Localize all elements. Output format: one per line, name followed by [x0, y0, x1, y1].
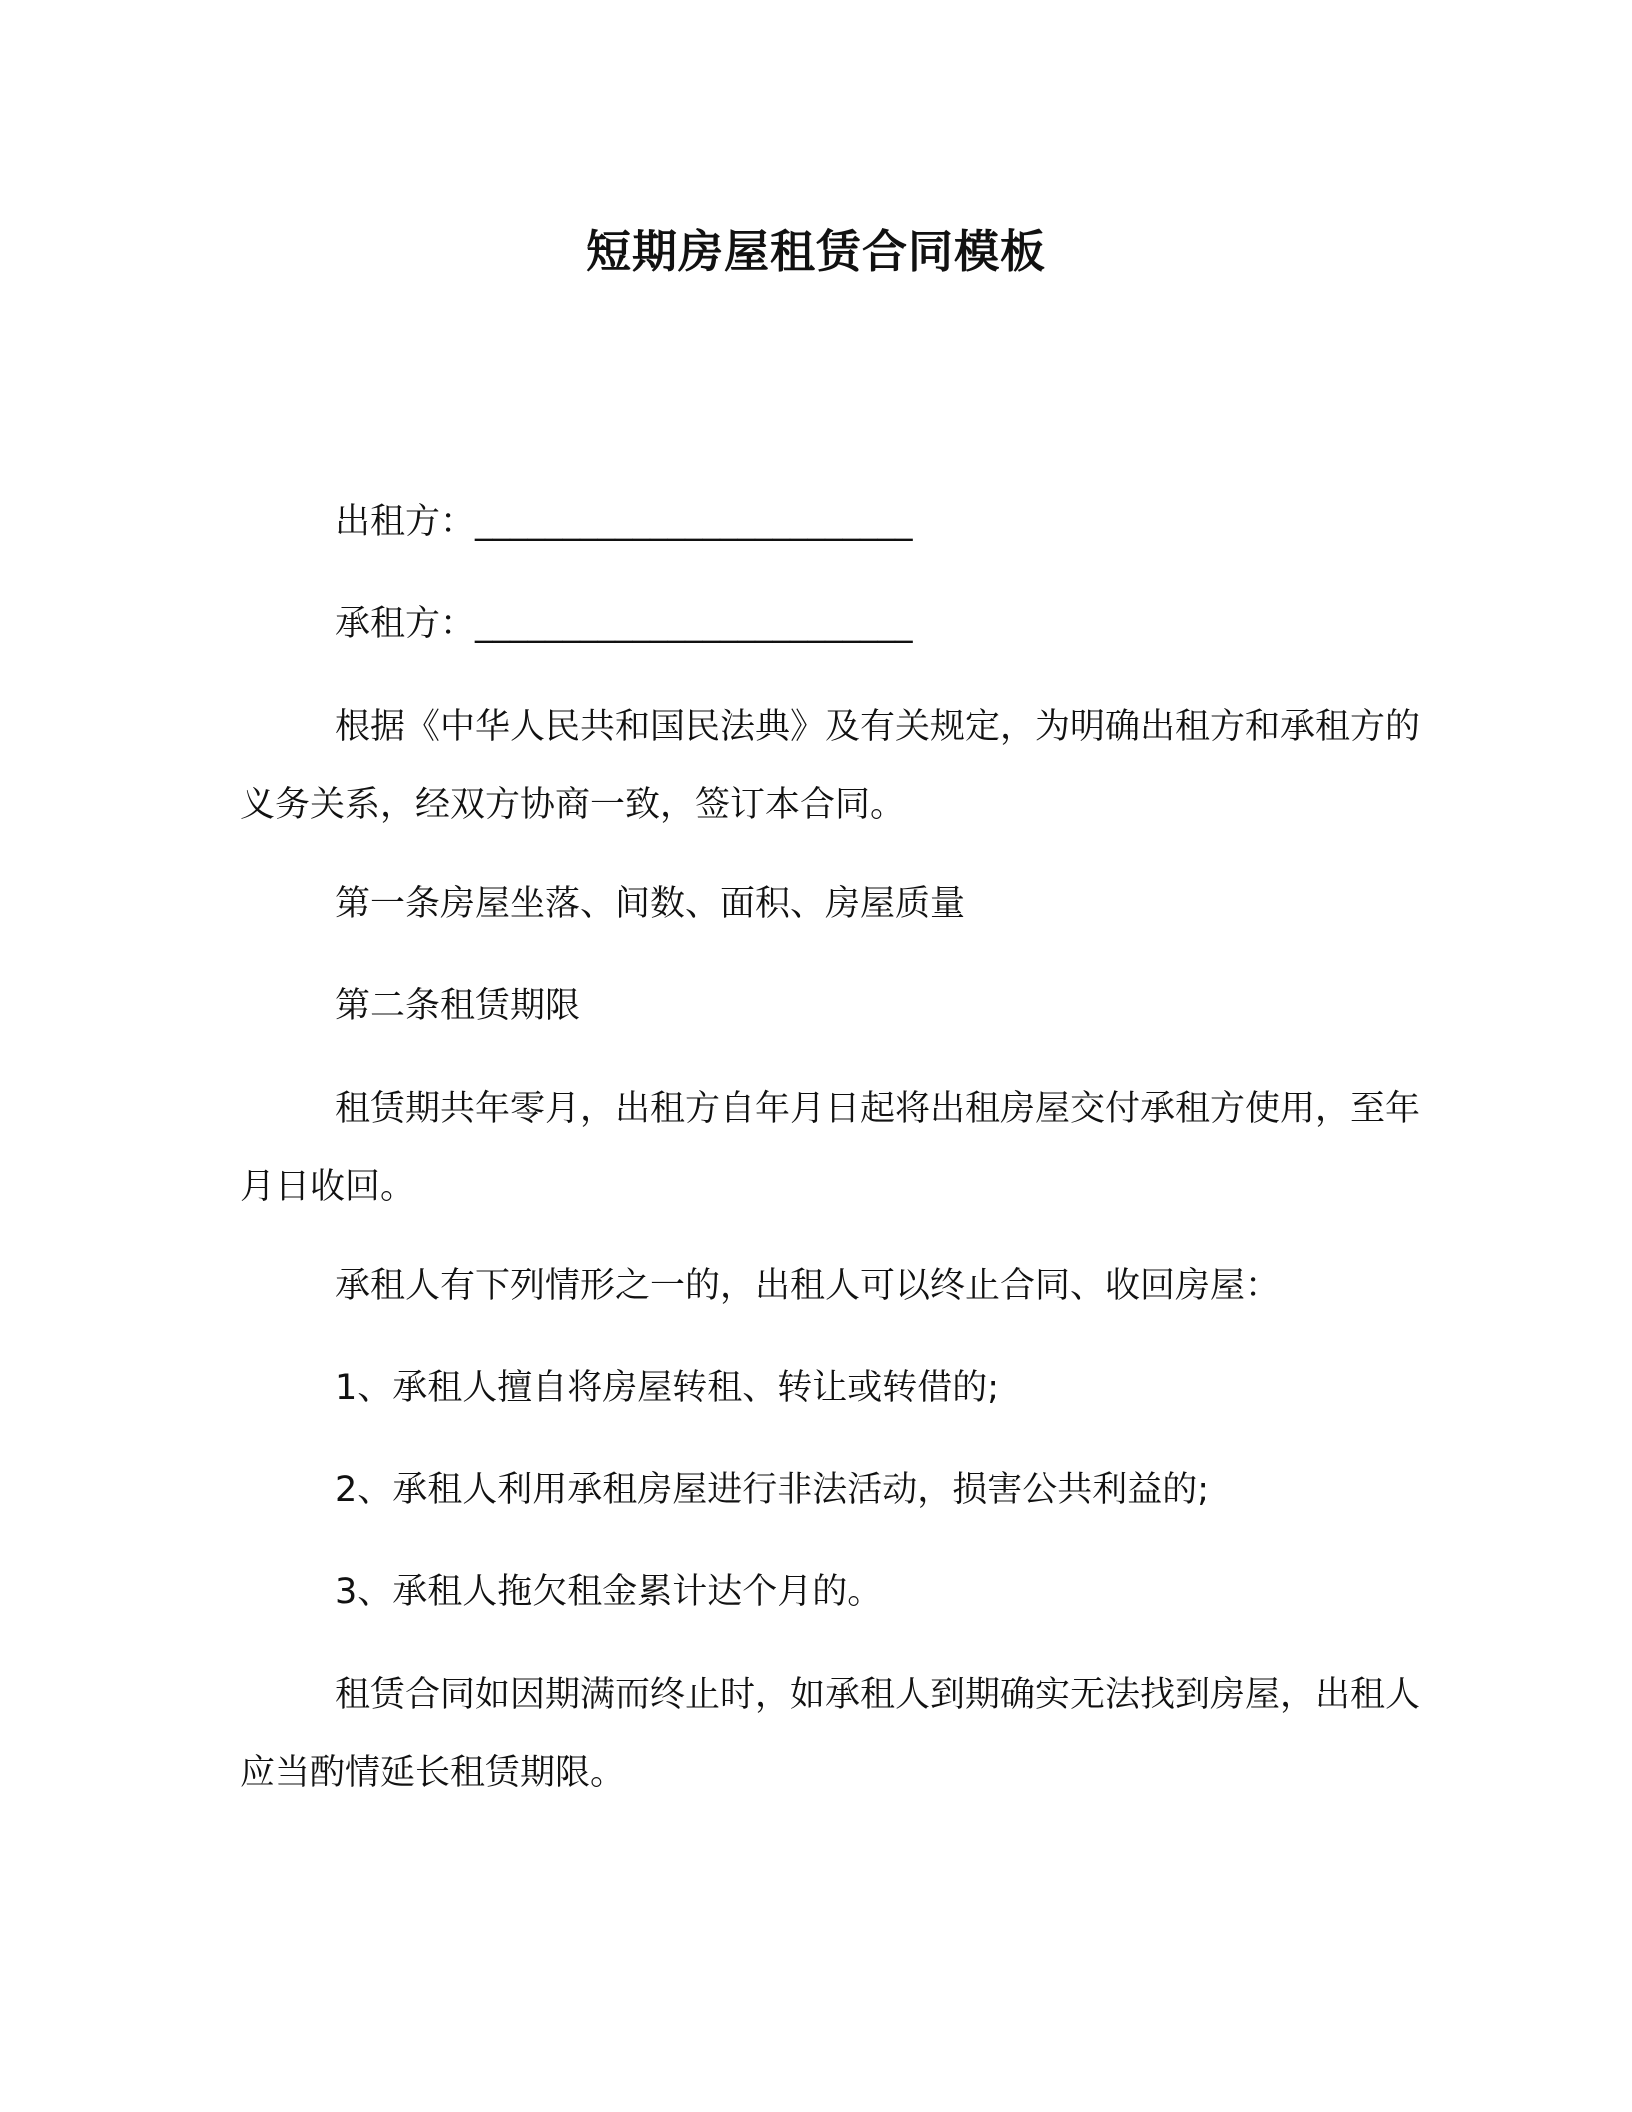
termination-item-3: 3、承租人拖欠租金累计达个月的。 [335, 1572, 883, 1612]
intro-paragraph: 根据《中华人民共和国民法典》及有关规定，为明确出租方和承租方的义务关系，经双方协商一致，签订本合同。 [240, 707, 1421, 825]
termination-item-1: 1、承租人擅自将房屋转租、转让或转借的; [335, 1368, 1000, 1408]
lessor-line: 出租方：_________________________ [335, 502, 913, 542]
termination-intro: 承租人有下列情形之一的，出租人可以终止合同、收回房屋： [335, 1266, 1281, 1306]
termination-item-2: 2、承租人利用承租房屋进行非法活动，损害公共利益的; [335, 1470, 1210, 1510]
term-paragraph: 租赁期共年零月，出租方自年月日起将出租房屋交付承租方使用，至年月日收回。 [240, 1089, 1421, 1207]
extension-paragraph: 租赁合同如因期满而终止时，如承租人到期确实无法找到房屋，出租人应当酌情延长租赁期限。 [240, 1675, 1421, 1793]
article-one-heading: 第一条房屋坐落、间数、面积、房屋质量 [335, 884, 966, 924]
lessee-line: 承租方：_________________________ [335, 604, 913, 644]
document-title: 短期房屋租赁合同模板 [585, 225, 1046, 278]
article-two-heading: 第二条租赁期限 [335, 986, 581, 1026]
